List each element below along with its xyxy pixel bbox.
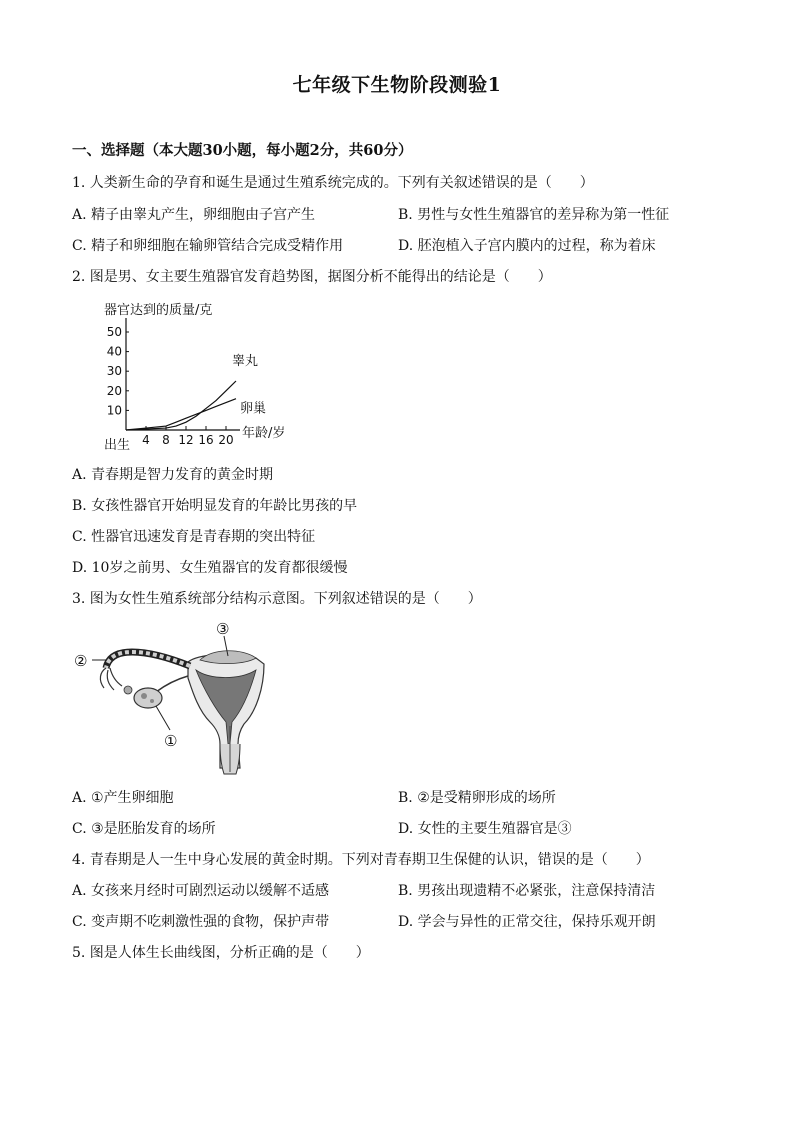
question-3-option-a[interactable]: A. ①产生卵细胞 <box>72 790 174 806</box>
question-4-option-a[interactable]: A. 女孩来月经时可剧烈运动以缓解不适感 <box>72 883 330 899</box>
question-4-option-c[interactable]: C. 变声期不吃刺激性强的食物，保护声带 <box>72 914 330 930</box>
chart-series-line-2 <box>126 399 236 430</box>
question-4-stem: 4. 青春期是人一生中身心发展的黄金时期。下列对青春期卫生保健的认识，错误的是（ ） <box>72 852 650 868</box>
chart-x-tick-label: 12 <box>178 433 194 447</box>
page-title: 七年级下生物阶段测验1 <box>292 74 502 96</box>
question-1-option-d[interactable]: D. 胚泡植入子宫内膜内的过程，称为着床 <box>398 238 656 254</box>
section-heading: 一、选择题（本大题30小题，每小题2分，共60分） <box>72 142 413 159</box>
ovary-follicle <box>150 699 154 703</box>
question-2-stem: 2. 图是男、女主要生殖器官发育趋势图，据图分析不能得出的结论是（ ） <box>72 269 552 285</box>
organ-growth-chart <box>96 296 316 456</box>
question-2-option-d[interactable]: D. 10岁之前男、女生殖器官的发育都很缓慢 <box>72 560 348 576</box>
question-1-option-b[interactable]: B. 男性与女性生殖器官的差异称为第一性征 <box>398 207 670 223</box>
chart-series-label-2: 卵巢 <box>240 401 267 417</box>
question-3-option-d[interactable]: D. 女性的主要生殖器官是③ <box>398 821 572 837</box>
chart-origin-label: 出生 <box>104 438 131 453</box>
fimbriae-shape <box>100 668 122 690</box>
chart-y-tick-label: 20 <box>106 383 122 398</box>
question-3-option-b[interactable]: B. ②是受精卵形成的场所 <box>398 790 556 806</box>
chart-x-tick-label: 16 <box>198 433 214 447</box>
question-5-stem: 5. 图是人体生长曲线图，分析正确的是（ ） <box>72 945 370 961</box>
question-1-stem: 1. 人类新生命的孕育和诞生是通过生殖系统完成的。下列有关叙述错误的是（ ） <box>72 175 594 191</box>
chart-x-tick-label: 8 <box>162 433 170 447</box>
question-4-option-b[interactable]: B. 男孩出现遗精不必紧张，注意保持清洁 <box>398 883 656 899</box>
question-3-stem: 3. 图为女性生殖系统部分结构示意图。下列叙述错误的是（ ） <box>72 591 482 607</box>
organ-growth-chart-svg <box>96 296 316 456</box>
label-1-leader <box>156 706 170 730</box>
chart-series-label-1: 睾丸 <box>232 354 259 369</box>
question-2-option-b[interactable]: B. 女孩性器官开始明显发育的年龄比男孩的早 <box>72 498 358 514</box>
chart-y-tick-label: 50 <box>106 325 122 339</box>
chart-x-tick-label: 20 <box>218 433 234 447</box>
uterus-fundus-shape <box>200 651 256 664</box>
question-1-option-c[interactable]: C. 精子和卵细胞在输卵管结合完成受精作用 <box>72 238 344 254</box>
question-3-option-c[interactable]: C. ③是胚胎发育的场所 <box>72 821 216 837</box>
chart-y-axis-label: 器官达到的质量/克 <box>104 303 213 318</box>
egg-cell-shape <box>124 686 132 694</box>
chart-y-tick-label: 30 <box>106 364 122 379</box>
female-reproductive-system-diagram <box>70 618 270 776</box>
female-reproductive-system-svg <box>70 618 270 776</box>
question-1-option-a[interactable]: A. 精子由睾丸产生，卵细胞由子宫产生 <box>72 207 316 223</box>
question-2-option-a[interactable]: A. 青春期是智力发育的黄金时期 <box>72 467 274 483</box>
ovary-follicle <box>141 693 147 699</box>
question-4-option-d[interactable]: D. 学会与异性的正常交往，保持乐观开朗 <box>398 914 656 930</box>
chart-x-tick-label: 4 <box>142 433 150 447</box>
chart-y-tick-label: 40 <box>106 344 122 359</box>
question-2-option-c[interactable]: C. 性器官迅速发育是青春期的突出特征 <box>72 529 316 545</box>
diagram-label-1: ① <box>164 732 178 750</box>
diagram-label-3: ③ <box>216 620 230 638</box>
ovary-shape <box>134 688 162 708</box>
chart-y-tick-label: 10 <box>106 403 122 418</box>
ovarian-ligament-shape <box>156 676 188 692</box>
chart-x-axis-label: 年龄/岁 <box>242 426 286 441</box>
diagram-label-2: ② <box>74 652 88 670</box>
